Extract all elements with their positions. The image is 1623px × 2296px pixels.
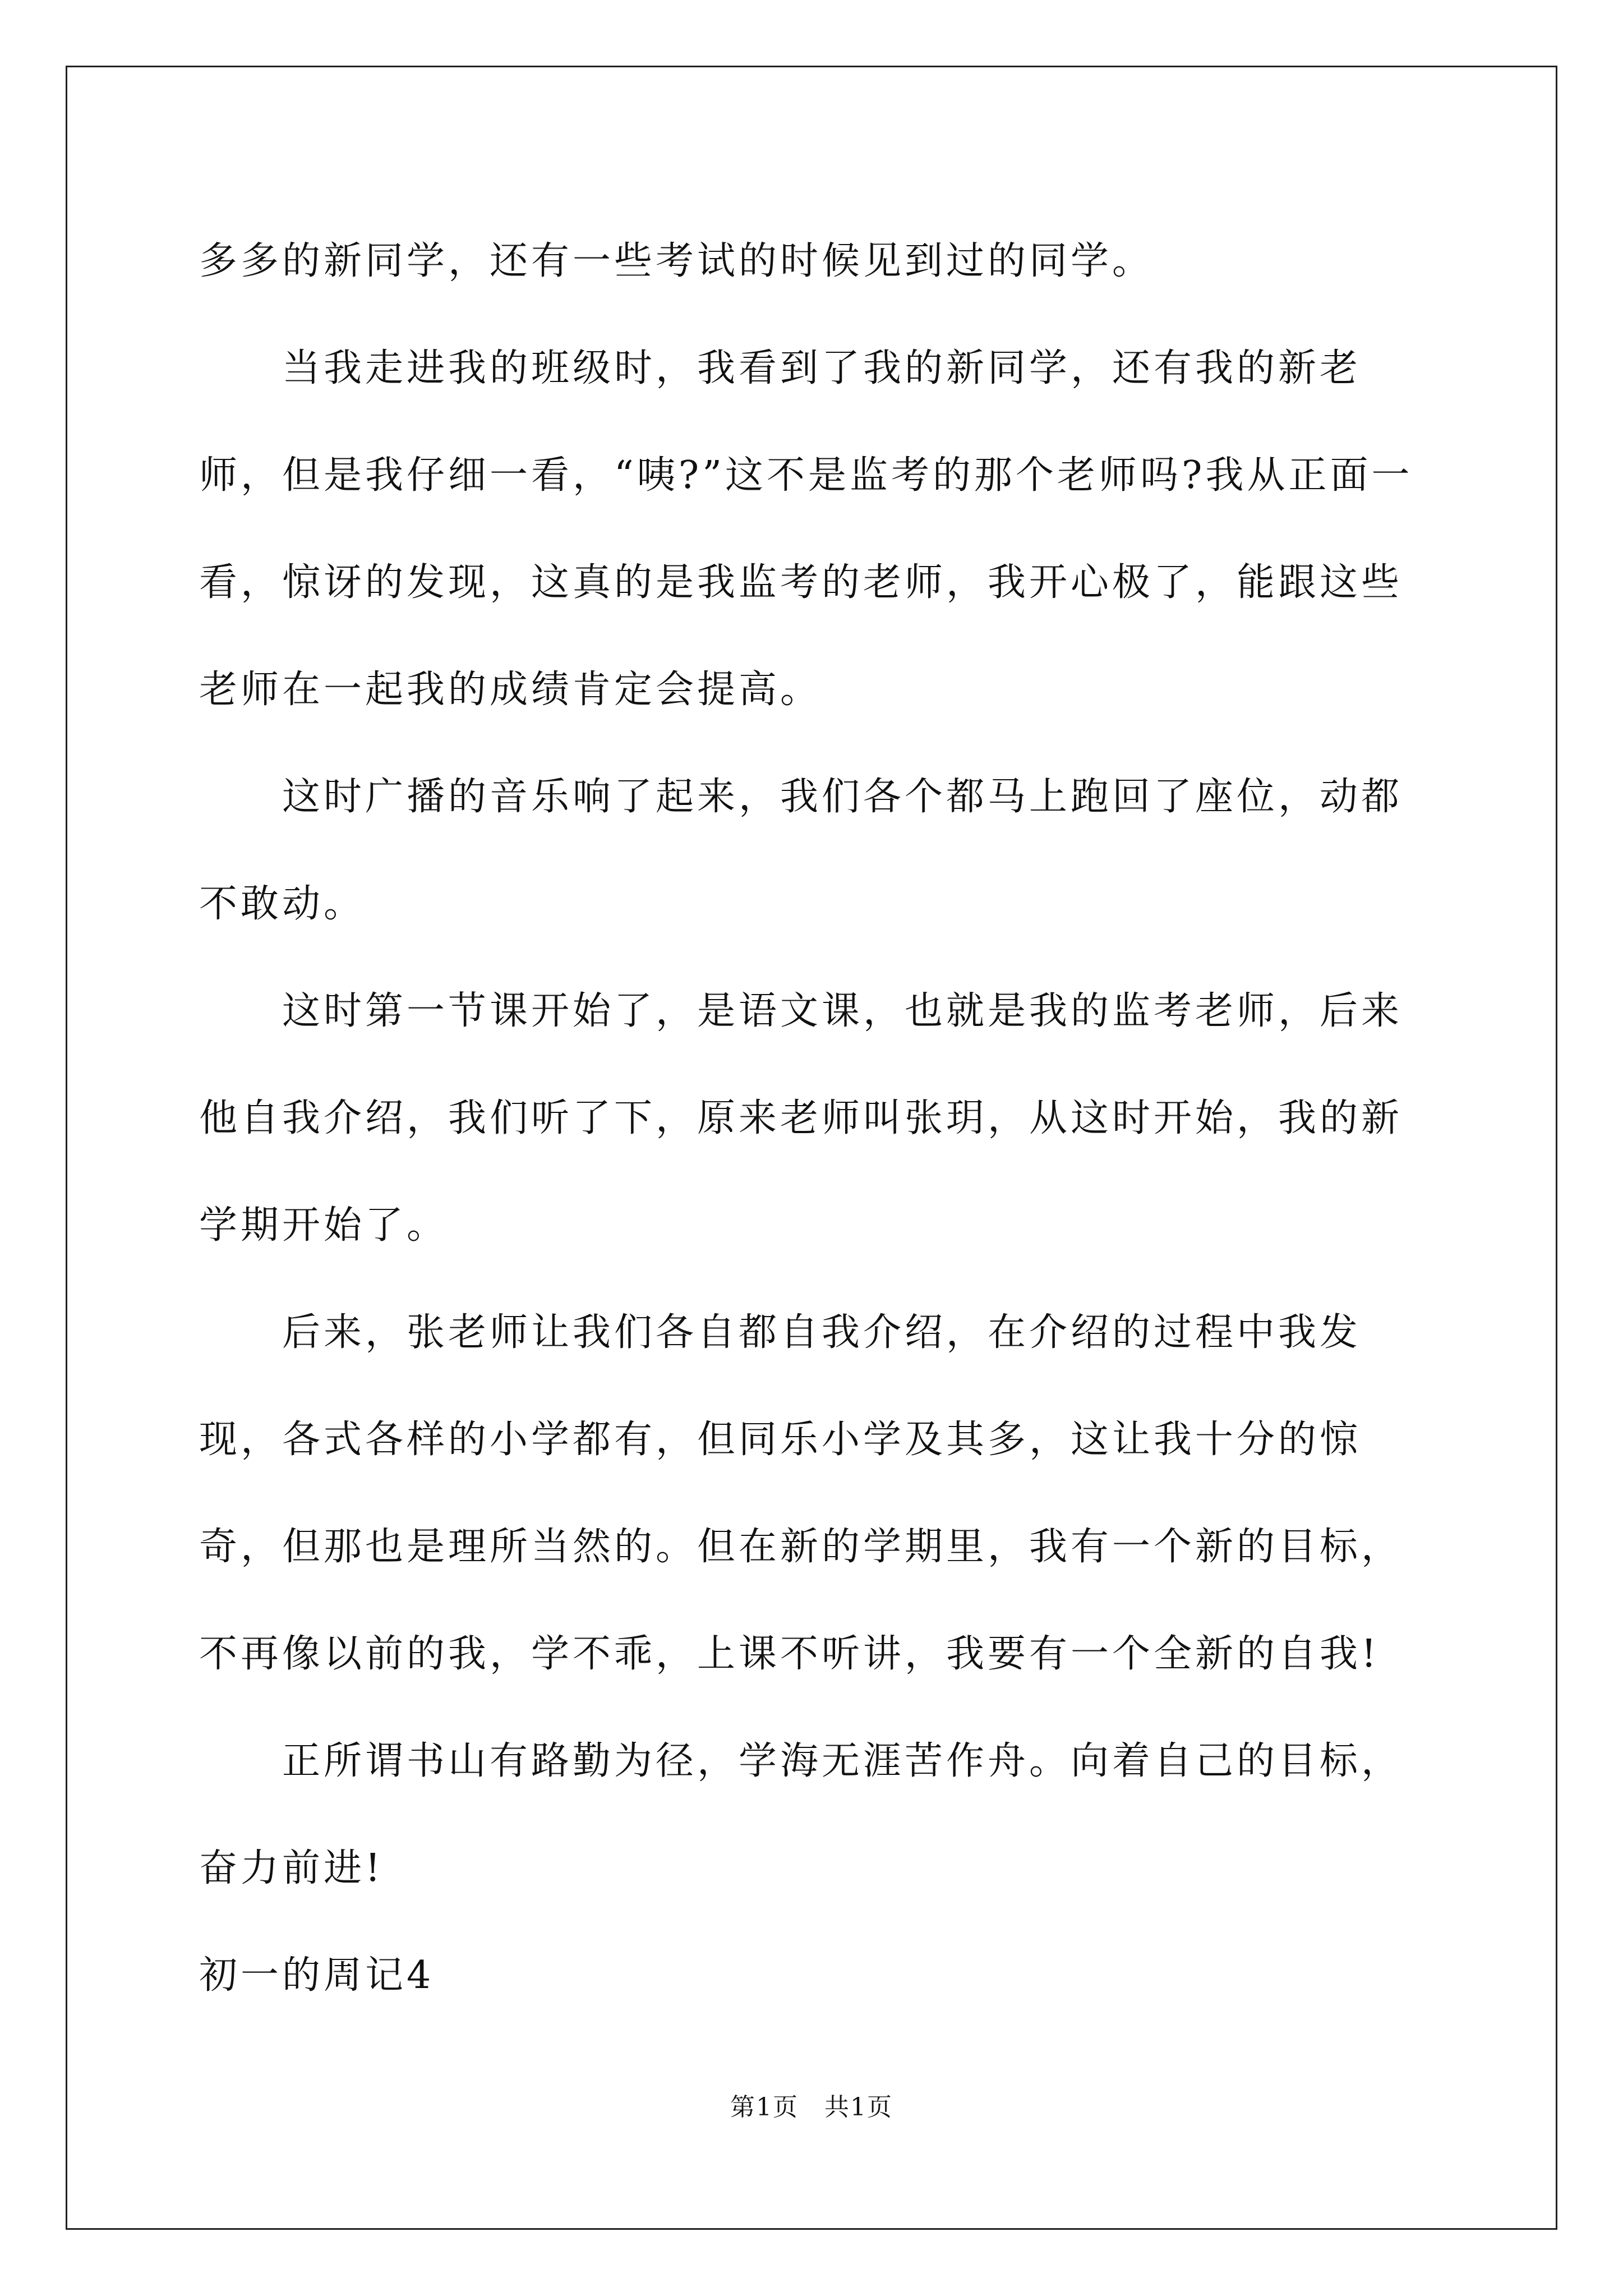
paragraph: 当我走进我的班级时，我看到了我的新同学，还有我的新老师，但是我仔细一看，“咦?”这不是监考的那个老师吗?我从正面一看，惊讶的发现，这真的是我监考的老师，我开心极了，能跟这些老师在一起我的成绩肯定会提高。 <box>199 346 1413 712</box>
paragraph: 后来，张老师让我们各自都自我介绍，在介绍的过程中我发现，各式各样的小学都有，但同乐小学及其多，这让我十分的惊奇，但那也是理所当然的。但在新的学期里，我有一个新的目标，不再像以前的我，学不乖，上课不听讲，我要有一个全新的自我! <box>199 1310 1403 1676</box>
paragraph: 这时第一节课开始了，是语文课，也就是我的监考老师，后来他自我介绍，我们听了下，原来老师叫张玥，从这时开始，我的新学期开始了。 <box>199 989 1403 1248</box>
section-heading: 初一的周记4 <box>199 1953 435 1998</box>
paragraph: 这时广播的音乐响了起来，我们各个都马上跑回了座位，动都不敢动。 <box>199 775 1403 926</box>
paragraph: 多多的新同学，还有一些考试的时候见到过的同学。 <box>199 239 1154 283</box>
page-footer: 第1页 共1页 <box>730 2093 893 2122</box>
document-body <box>199 208 1433 2029</box>
paragraph: 正所谓书山有路勤为径，学海无涯苦作舟。向着自己的目标，奋力前进! <box>199 1739 1403 1890</box>
